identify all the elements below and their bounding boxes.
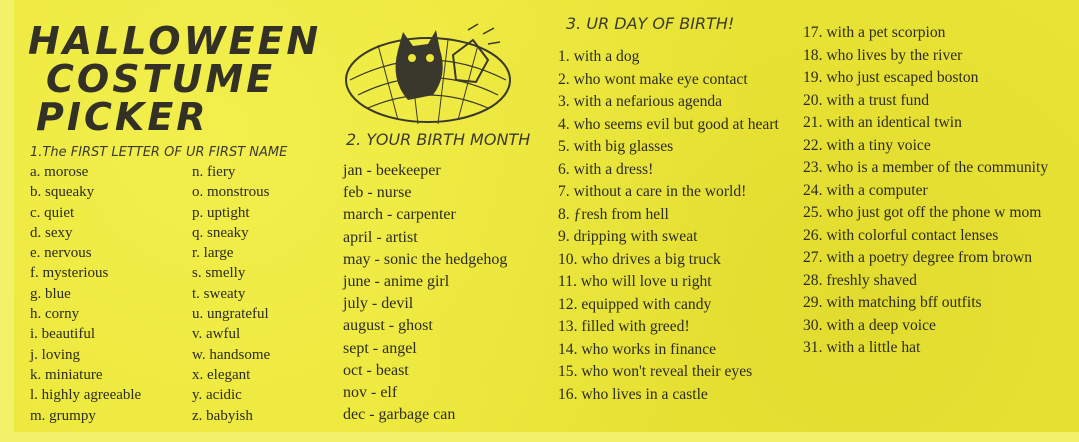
list-item: 5. with big glasses xyxy=(558,138,674,155)
letter-list-n-z xyxy=(192,162,270,426)
list-item: 8. ƒresh from hell xyxy=(558,205,669,223)
list-item: 25. who just got off the phone w mom xyxy=(803,204,1042,221)
paper-edge-left xyxy=(0,0,14,442)
list-item: 20. with a trust fund xyxy=(803,91,930,109)
list-item: sept - angel xyxy=(343,339,417,357)
title-line-1: HALLOWEEN xyxy=(28,19,322,63)
list-item: w. handsome xyxy=(192,346,271,363)
list-item: y. acidic xyxy=(192,387,242,404)
cauldron-cat-illustration xyxy=(338,20,518,130)
list-item: 14. who works in finance xyxy=(558,340,717,358)
list-item: d. sexy xyxy=(30,224,73,241)
list-item: r. large xyxy=(192,245,234,262)
title-line-2: COSTUME xyxy=(46,57,276,101)
list-item: 24. with a computer xyxy=(803,181,928,199)
letter-list-a-m xyxy=(30,162,141,426)
list-item: o. monstrous xyxy=(192,184,270,201)
list-item: june - anime girl xyxy=(343,273,450,291)
page-title xyxy=(28,19,328,139)
list-item: b. squeaky xyxy=(30,184,95,201)
list-item: 15. who won't reveal their eyes xyxy=(558,363,753,380)
list-item: 16. who lives in a castle xyxy=(558,385,708,403)
paper-edge-bottom xyxy=(0,432,1079,442)
list-item: 28. freshly shaved xyxy=(803,271,917,289)
list-item: april - artist xyxy=(343,228,418,246)
list-item: 19. who just escaped boston xyxy=(803,69,979,86)
list-item: j. loving xyxy=(30,346,81,363)
list-item: n. fiery xyxy=(192,164,236,180)
list-item: july - devil xyxy=(343,295,414,313)
list-item: 18. who lives by the river xyxy=(803,46,963,64)
list-item: f. mysterious xyxy=(30,265,109,282)
list-item: e. nervous xyxy=(30,245,92,262)
list-item: 30. with a deep voice xyxy=(803,316,936,334)
list-item: l. highly agreeable xyxy=(30,387,142,404)
list-item: 9. dripping with sweat xyxy=(558,228,698,245)
list-item: s. smelly xyxy=(192,265,246,282)
section-1-heading: 1.The FIRST LETTER OF UR FIRST NAME xyxy=(30,145,288,160)
title-line-3: PICKER xyxy=(36,95,209,139)
section-2-heading: 2. YOUR BIRTH MONTH xyxy=(346,130,531,149)
birth-day-list-17-31 xyxy=(803,22,1061,360)
list-item: 31. with a little hat xyxy=(803,339,921,356)
list-item: may - sonic the hedgehog xyxy=(343,250,508,268)
list-item: nov - elf xyxy=(343,384,398,402)
list-item: 12. equipped with candy xyxy=(558,295,712,313)
list-item: 29. with matching bff outfits xyxy=(803,294,982,311)
section-3-heading: 3. UR DAY OF BIRTH! xyxy=(566,14,735,33)
list-item: 17. with a pet scorpion xyxy=(803,24,946,41)
list-item: 4. who seems evil but good at heart xyxy=(558,115,779,133)
list-item: 13. filled with greed! xyxy=(558,318,690,335)
list-item: 2. who wont make eye contact xyxy=(558,70,748,88)
list-item: q. sneaky xyxy=(192,224,249,241)
list-item: m. grumpy xyxy=(30,407,96,424)
list-item: 21. with an identical twin xyxy=(803,114,962,131)
birth-month-list xyxy=(343,160,507,426)
list-item: 3. with a nefarious agenda xyxy=(558,93,723,110)
list-item: 10. who drives a big truck xyxy=(558,250,721,268)
list-item: 6. with a dress! xyxy=(558,160,654,178)
list-item: 1. with a dog xyxy=(558,48,640,65)
list-item: jan - beekeeper xyxy=(343,162,441,179)
list-item: august - ghost xyxy=(343,317,433,335)
list-item: 7. without a care in the world! xyxy=(558,183,747,200)
list-item: oct - beast xyxy=(343,361,409,379)
list-item: a. morose xyxy=(30,164,89,180)
list-item: i. beautiful xyxy=(30,326,95,343)
list-item: z. babyish xyxy=(192,407,253,424)
list-item: 23. who is a member of the community xyxy=(803,159,1049,176)
list-item: h. corny xyxy=(30,306,80,323)
list-item: p. uptight xyxy=(192,204,250,221)
list-item: t. sweaty xyxy=(192,285,246,302)
list-item: g. blue xyxy=(30,285,71,302)
list-item: feb - nurse xyxy=(343,184,412,202)
list-item: dec - garbage can xyxy=(343,406,456,424)
list-item: 26. with colorful contact lenses xyxy=(803,226,999,244)
birth-day-list-1-16 xyxy=(558,46,790,406)
list-item: x. elegant xyxy=(192,366,251,383)
list-item: 11. who will love u right xyxy=(558,273,712,290)
list-item: 27. with a poetry degree from brown xyxy=(803,249,1033,266)
list-item: c. quiet xyxy=(30,204,75,221)
list-item: v. awful xyxy=(192,326,241,343)
list-item: 22. with a tiny voice xyxy=(803,136,931,154)
list-item: k. miniature xyxy=(30,366,103,383)
list-item: march - carpenter xyxy=(343,206,456,224)
list-item: u. ungrateful xyxy=(192,306,269,323)
